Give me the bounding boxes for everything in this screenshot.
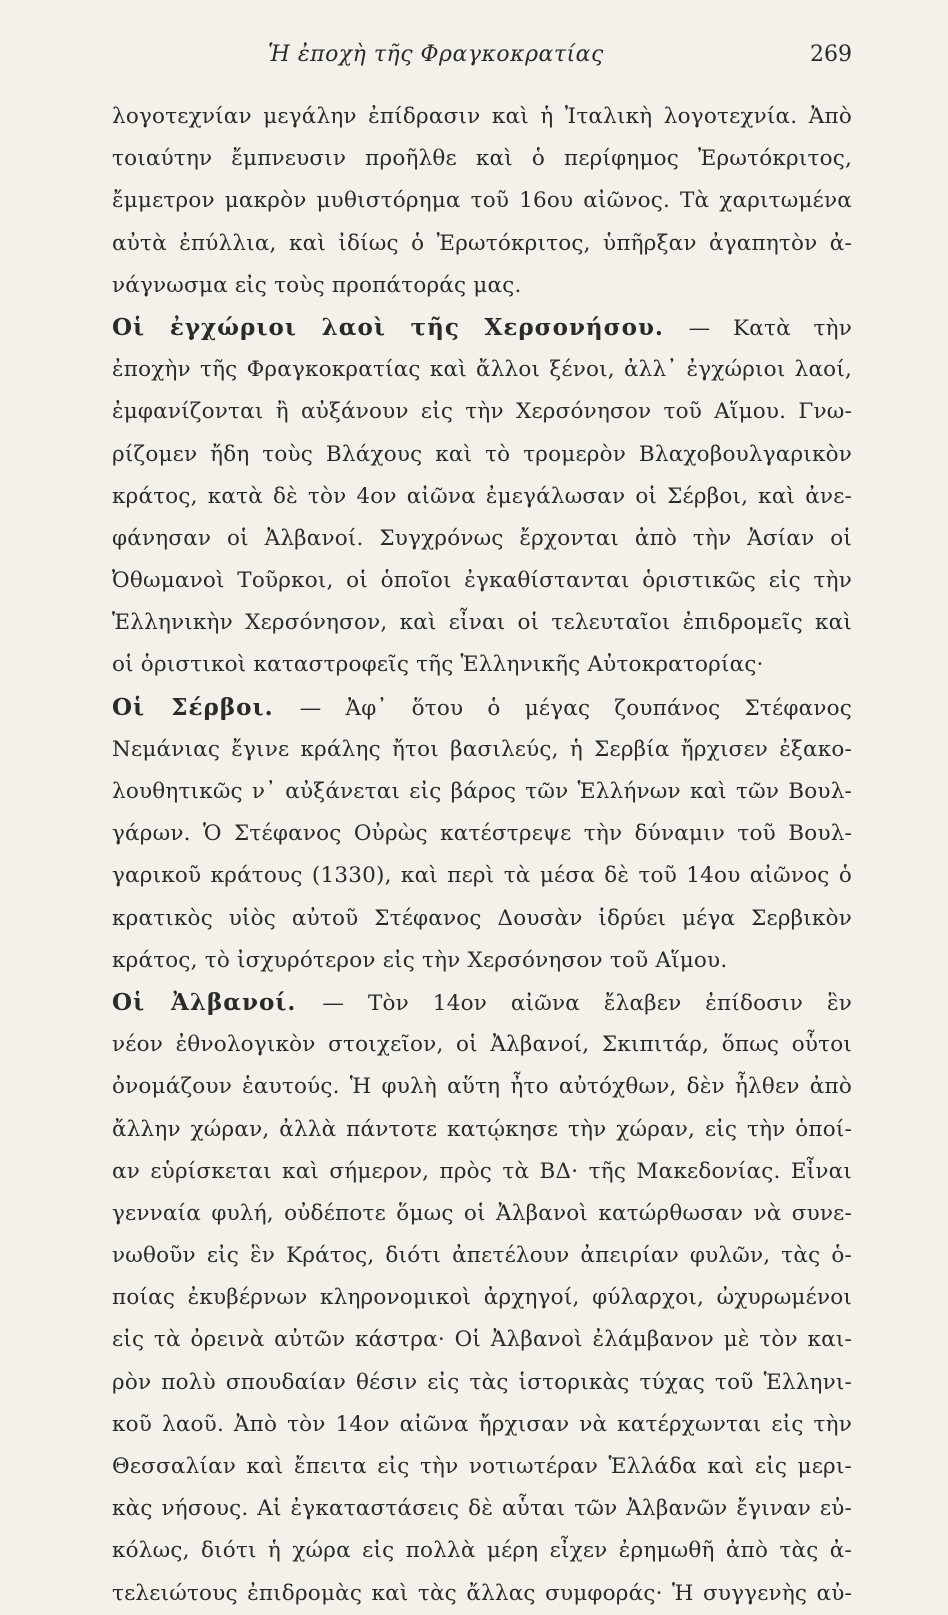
line-text: ποίας ἐκυβέρνων κληρονομικοὶ ἀρχηγοί, φύλαρχοι, ὠχυρωμένοι (112, 1285, 852, 1311)
line-text: ἐμφανίζονται ἢ αὐξάνουν εἰς τὴν Χερσόνησον τοῦ Αἵμου. Γνω- (112, 399, 852, 425)
text-line (112, 1235, 852, 1277)
text-line (112, 1109, 852, 1151)
text-line (112, 96, 852, 138)
text-line (112, 644, 852, 686)
text-line (112, 602, 852, 644)
line-text: κὰς νήσους. Αἱ ἐγκαταστάσεις δὲ αὗται τῶν Ἀλβανῶν ἔγιναν εὐ- (112, 1496, 852, 1522)
text-line (112, 560, 852, 602)
line-text: λογοτεχνίαν μεγάλην ἐπίδρασιν καὶ ἡ Ἰταλικὴ λογοτεχνία. Ἀπὸ (112, 104, 852, 129)
line-text: γάρων. Ὁ Στέφανος Οὐρὼς κατέστρεψε τὴν δύναμιν τοῦ Βουλ- (112, 821, 852, 847)
line-text: Ὀθωμανοὶ Τοῦρκοι, οἱ ὁποῖοι ἐγκαθίστανται ὁριστικῶς εἰς τὴν (112, 568, 852, 594)
line-text: τοιαύτην ἔμπνευσιν προῆλθε καὶ ὁ περίφημος Ἐρωτόκριτος, (112, 146, 852, 172)
text-line (112, 1362, 852, 1404)
text-line (112, 940, 852, 982)
line-text: γενναία φυλή, οὐδέποτε ὅμως οἱ Ἀλβανοὶ κατώρθωσαν νὰ συνε- (112, 1200, 852, 1226)
line-text: οἱ ὁριστικοὶ καταστροφεῖς τῆς Ἑλληνικῆς Αὐτοκρατορίας· (112, 652, 764, 678)
text-line (112, 1066, 852, 1108)
text-line (112, 434, 852, 476)
text-line (112, 855, 852, 897)
line-text: ἄλλην χώραν, ἀλλὰ πάντοτε κατῴκησε τὴν χώραν, εἰς τὴν ὁποί- (112, 1116, 852, 1142)
line-text: κόλως, διότι ἡ χώρα εἰς πολλὰ μέρη εἶχεν ἐρημωθῆ ἀπὸ τὰς ἀ- (112, 1538, 852, 1564)
line-text: λουθητικῶς ν᾽ αὐξάνεται εἰς βάρος τῶν Ἑλλήνων καὶ τῶν Βουλ- (112, 779, 852, 804)
line-text: κοῦ λαοῦ. Ἀπὸ τὸν 14ον αἰῶνα ἤρχισαν νὰ κατέρχωνται εἰς τὴν (112, 1411, 852, 1437)
text-line (112, 898, 852, 940)
text-line (112, 1151, 852, 1193)
section-heading: Οἱ ἐγχώριοι λαοὶ τῆς Χερσονήσου. (112, 313, 689, 341)
text-line (112, 307, 852, 349)
text-line (112, 1319, 852, 1361)
page-number: 269 (810, 42, 852, 67)
body-text (112, 96, 852, 1615)
section-heading: Οἱ Ἀλβανοί. (112, 988, 323, 1016)
line-text: νέον ἐθνολογικὸν στοιχεῖον, οἱ Ἀλβανοί, Σκιπιτάρ, ὅπως οὗτοι (112, 1032, 852, 1058)
line-text: ὀνομάζουν ἑαυτούς. Ἡ φυλὴ αὕτη ἦτο αὐτόχθων, δὲν ἦλθεν ἀπὸ (112, 1074, 852, 1100)
text-line (112, 813, 852, 855)
line-text: γαρικοῦ κράτους (1330), καὶ περὶ τὰ μέσα δὲ τοῦ 14ου αἰῶνος ὁ (112, 863, 852, 889)
text-line (112, 729, 852, 771)
line-text: — Τὸν 14ον αἰῶνα ἔλαβεν ἐπίδοσιν ἓν (322, 990, 852, 1016)
line-text: — Ἀφ᾽ ὅτου ὁ μέγας ζουπάνος Στέφανος (299, 695, 852, 721)
line-text: ρίζομεν ἤδη τοὺς Βλάχους καὶ τὸ τρομερὸν Βλαχοβουλγαρικὸν (112, 441, 852, 467)
line-text: ρὸν πολὺ σπουδαίαν θέσιν εἰς τὰς ἱστορικὰς τύχας τοῦ Ἑλληνι- (112, 1369, 852, 1395)
line-text: κράτος, τὸ ἰσχυρότερον εἰς τὴν Χερσόνησον τοῦ Αἵμου. (112, 947, 728, 973)
text-line (112, 180, 852, 222)
text-line (112, 1404, 852, 1446)
page-header (0, 42, 948, 78)
line-text: Νεμάνιας ἔγινε κράλης ἤτοι βασιλεύς, ἡ Σερβία ἤρχισεν ἐξακο- (112, 736, 852, 762)
line-text: εἰς τὰ ὀρεινὰ αὐτῶν κάστρα· Οἱ Ἀλβανοὶ ἐλάμβανον μὲ τὸν και- (112, 1327, 852, 1353)
line-text: ἔμμετρον μακρὸν μυθιστόρημα τοῦ 16ου αἰῶνος. Τὰ χαριτωμένα (112, 188, 852, 214)
text-line (112, 1488, 852, 1530)
line-text: τελειώτους ἐπιδρομὰς καὶ τὰς ἄλλας συμφοράς· Ἡ συγγενὴς αὐ- (112, 1580, 852, 1606)
text-line (112, 982, 852, 1024)
text-line (112, 1193, 852, 1235)
text-line (112, 265, 852, 307)
line-text: Ἑλληνικὴν Χερσόνησον, καὶ εἶναι οἱ τελευταῖοι ἐπιδρομεῖς καὶ (112, 610, 852, 636)
line-text: νάγνωσμα εἰς τοὺς προπάτοράς μας. (112, 272, 522, 298)
text-line (112, 1277, 852, 1319)
line-text: κράτος, κατὰ δὲ τὸν 4ον αἰῶνα ἐμεγάλωσαν οἱ Σέρβοι, καὶ ἀνε- (112, 483, 852, 509)
running-title: Ἡ ἐποχὴ τῆς Φραγκοκρατίας (268, 42, 604, 67)
section-heading: Οἱ Σέρβοι. (112, 693, 300, 721)
text-line (112, 223, 852, 265)
line-text: νωθοῦν εἰς ἓν Κράτος, διότι ἀπετέλουν ἀπειρίαν φυλῶν, τὰς ὁ- (112, 1243, 852, 1269)
text-line (112, 771, 852, 813)
line-text: Θεσσαλίαν καὶ ἔπειτα εἰς τὴν νοτιωτέραν Ἑλλάδα καὶ εἰς μερι- (112, 1454, 852, 1479)
text-line (112, 391, 852, 433)
text-line (112, 349, 852, 391)
text-line (112, 1024, 852, 1066)
line-text: φάνησαν οἱ Ἀλβανοί. Συγχρόνως ἔρχονται ἀπὸ τὴν Ἀσίαν οἱ (112, 525, 852, 551)
line-text: κρατικὸς υἱὸς αὐτοῦ Στέφανος Δουσὰν ἱδρύει μέγα Σερβικὸν (112, 905, 852, 931)
text-line (112, 138, 852, 180)
text-line (112, 1573, 852, 1615)
line-text: — Κατὰ τὴν (688, 315, 852, 341)
text-line (112, 1530, 852, 1572)
line-text: αν εὑρίσκεται καὶ σήμερον, πρὸς τὰ ΒΔ· τῆς Μακεδονίας. Εἶναι (112, 1158, 852, 1184)
line-text: αὐτὰ ἐπύλλια, καὶ ἰδίως ὁ Ἐρωτόκριτος, ὑπῆρξαν ἀγαπητὸν ἀ- (112, 230, 852, 256)
text-line (112, 518, 852, 560)
text-line (112, 687, 852, 729)
line-text: ἐποχὴν τῆς Φραγκοκρατίας καὶ ἄλλοι ξένοι, ἀλλ᾽ ἐγχώριοι λαοί, (112, 357, 852, 383)
text-line (112, 476, 852, 518)
text-line (112, 1446, 852, 1488)
